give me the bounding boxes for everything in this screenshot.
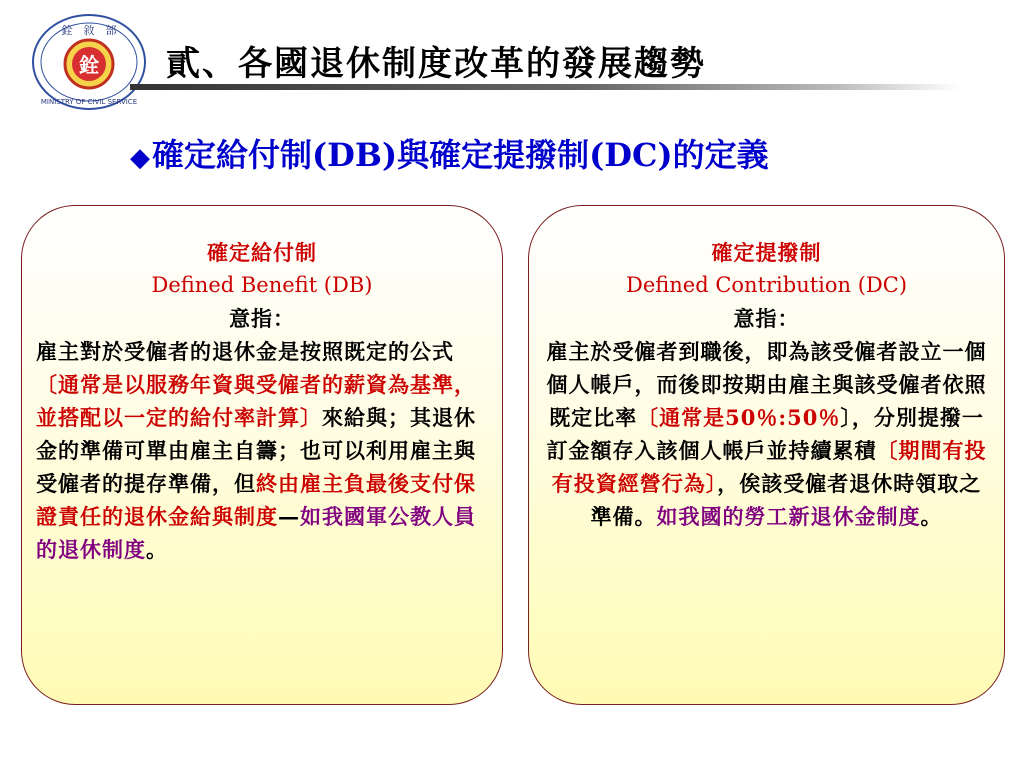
db-highlight-guarantee: 終由雇主負最後支付保證責任的退休金給與制度 (36, 471, 476, 529)
dc-card-meaning-label: 意指： (733, 306, 800, 331)
subtitle-text: 確定給付制(DB)與確定提撥制(DC)的定義 (152, 136, 769, 174)
db-end: 。 (146, 537, 168, 562)
db-text-1: 雇主對於受僱者的退休金是按照既定的公式 (36, 339, 454, 364)
ministry-logo (30, 12, 148, 112)
db-definition-card (21, 205, 503, 705)
svg-text:MINISTRY OF CIVIL SERVICE: MINISTRY OF CIVIL SERVICE (40, 98, 138, 106)
dc-card-title: 確定提撥制 (711, 240, 822, 265)
db-example: 如我國軍公教人員的退休制度 (36, 504, 476, 562)
dc-example: 如我國的勞工新退休金制度 (656, 504, 921, 529)
svg-text:銓 敘 部: 銓 敘 部 (61, 24, 117, 37)
page-title: 貳、各國退休制度改革的發展趨勢 (166, 44, 706, 84)
dc-text-2: 〕，分別提撥一訂金額存入該個人帳戶並持續累積 (546, 405, 984, 463)
title-divider (130, 84, 960, 90)
dc-card-english: Defined Contribution (DC) (625, 273, 908, 297)
db-card-title: 確定給付制 (207, 240, 317, 265)
db-card-body (36, 335, 488, 566)
db-card-meaning-label: 意指： (229, 306, 295, 331)
db-dash: — (278, 504, 300, 529)
dc-card-body (543, 335, 990, 533)
slide-subtitle (130, 130, 769, 176)
db-card-english: Defined Benefit (DB) (151, 273, 373, 297)
svg-text:銓: 銓 (79, 53, 99, 77)
dc-text-3: ，俟該受僱者退休時領取之準備。 (590, 471, 982, 529)
dc-highlight-ratio: 〔通常是50％:50％ (637, 405, 841, 430)
dc-text-1: 雇主於受僱者到職後，即為該受僱者設立一個個人帳戶，而後即按期由雇主與該受僱者依照既定比率 (546, 339, 987, 430)
dc-highlight-investment: 〔期間有投有投資經營行為〕 (551, 438, 987, 496)
db-text-2: 來給與；其退休金的準備可單由雇主自籌；也可以利用雇主與受僱者的提存準備，但 (36, 405, 476, 496)
dc-end: 。 (920, 504, 943, 529)
db-highlight-formula: 〔通常是以服務年資與受僱者的薪資為基準，並搭配以一定的給付率計算〕 (36, 372, 476, 430)
dc-definition-card (528, 205, 1005, 705)
diamond-bullet-icon: ◆ (130, 143, 150, 173)
